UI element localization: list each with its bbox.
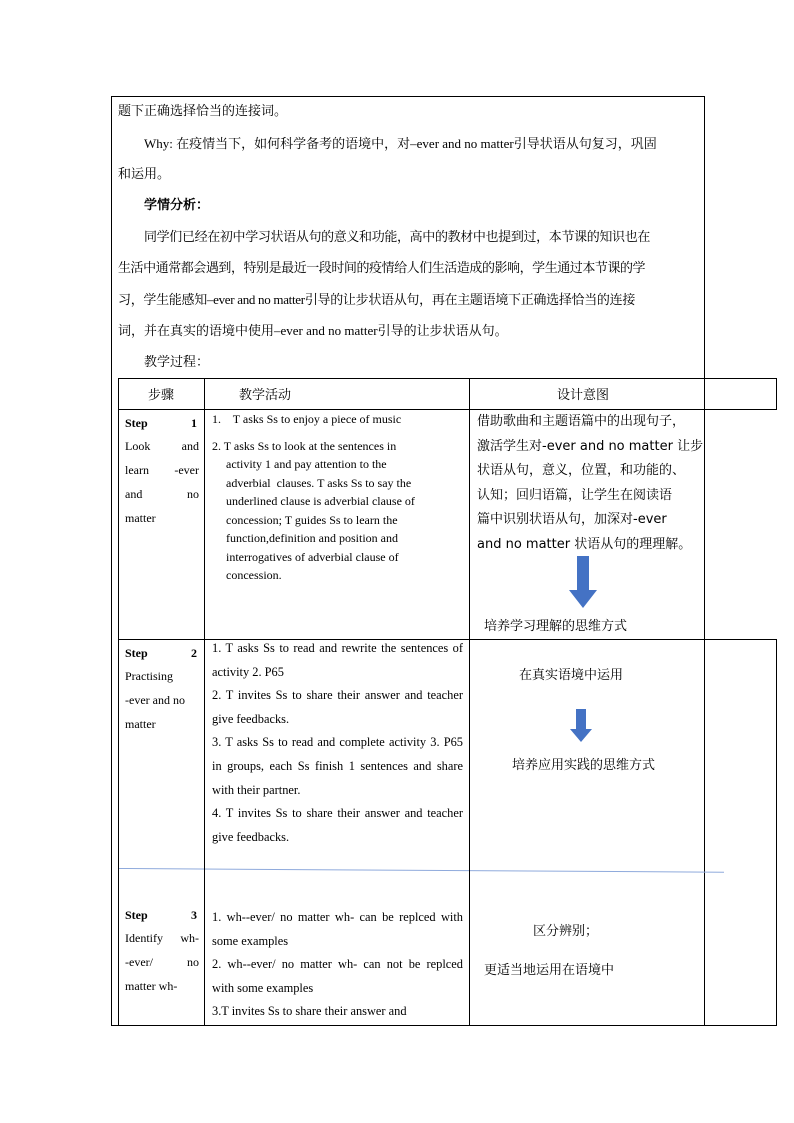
step-2-line: Practising xyxy=(125,669,173,683)
activity-item: adverbial clauses. T asks Ss to say the xyxy=(226,475,412,490)
step-1-line: matter xyxy=(125,511,156,525)
step-2-design: 在真实语境中运用 xyxy=(519,668,624,683)
down-arrow-icon xyxy=(569,556,597,608)
activity-item: 2. T asks Ss to look at the sentences in xyxy=(212,438,397,453)
xueqing-line-1: 同学们已经在初中学习状语从句的意义和功能，高中的教材中也提到过，本节课的知识也在 xyxy=(144,230,651,245)
design-line: and no matter 状语从句的理理解。 xyxy=(477,536,692,552)
table-line xyxy=(118,378,777,379)
step-3-title: Step 3 xyxy=(125,908,197,922)
activity-item: 1. T asks Ss to read and rewrite the sentences of activity 2. P65 xyxy=(212,641,463,679)
activity-item: 2. wh--ever/ no matter wh- can not be replced with some examples xyxy=(212,957,463,995)
why-paragraph: Why: 在疫情当下，如何科学备考的语境中，对–ever and no matter引导状语从句复习，巩固 xyxy=(144,136,657,152)
step-3-cell xyxy=(125,904,199,998)
activity-item: activity 1 and pay attention to the xyxy=(226,457,387,471)
step-2-cell xyxy=(125,642,199,736)
why-paragraph-cont: 和运用。 xyxy=(118,167,171,182)
activity-item: concession; T guides Ss to learn the xyxy=(226,512,398,527)
xueqing-line-3: 习，学生能感知–ever and no matter引导的让步状语从句，再在主题语境下正确选择恰当的连接 xyxy=(118,292,636,308)
process-heading: 教学过程： xyxy=(144,355,210,370)
design-line: 状语从句，意义，位置，和功能的、 xyxy=(477,463,686,478)
activity-item: interrogatives of adverbial clause of xyxy=(226,549,399,564)
table-line xyxy=(776,639,777,1025)
design-line: 借助歌曲和主题语篇中的出现句子， xyxy=(477,414,686,429)
table-line xyxy=(118,1025,777,1026)
activity-item: concession. xyxy=(226,568,282,582)
down-arrow-icon xyxy=(570,709,592,742)
activity-item: function,definition and position and xyxy=(226,531,398,545)
step-2-design-result: 培养应用实践的思维方式 xyxy=(512,758,656,773)
step-3-activities xyxy=(212,906,463,1024)
step-2-title: Step 2 xyxy=(125,646,197,660)
step-3-line: Identify wh- xyxy=(125,931,199,945)
activity-item: 3.T invites Ss to share their answer and xyxy=(212,1004,407,1019)
step-1-activities xyxy=(212,410,466,585)
step-1-design-result: 培养学习理解的思维方式 xyxy=(484,619,628,634)
header-step: 步骤 xyxy=(147,388,174,403)
step-1-title: Step 1 xyxy=(125,416,197,430)
step-2-activities xyxy=(212,637,463,849)
table-line xyxy=(776,378,777,409)
activity-item: 1. T asks Ss to enjoy a piece of music xyxy=(212,412,402,426)
xueqing-heading: 学情分析： xyxy=(144,198,210,213)
table-line xyxy=(469,378,470,1025)
intro-line: 题下正确选择恰当的连接词。 xyxy=(118,104,288,119)
step-2-line: -ever and no xyxy=(125,693,185,707)
design-line: 激活学生对-ever and no matter 让步 xyxy=(477,438,704,454)
step-3-design: 区分辨别； xyxy=(533,924,599,939)
table-line xyxy=(204,378,205,1025)
xueqing-line-4: 词，并在真实的语境中使用–ever and no matter引导的让步状语从句。 xyxy=(118,323,508,339)
table-line xyxy=(118,378,119,1025)
step-1-line: Look and xyxy=(125,439,199,453)
activity-item: underlined clause is adverbial clause of xyxy=(226,494,415,508)
header-design: 设计意图 xyxy=(557,388,610,403)
design-line: 认知；回归语篇，让学生在阅读语 xyxy=(477,487,673,503)
step-1-line: and no xyxy=(125,487,199,501)
design-line: 篇中识别状语从句，加深对-ever xyxy=(477,512,667,527)
activity-item: 3. T asks Ss to read and complete activity 3. P65 in groups, each Ss finish 1 sentences and share with their partner. xyxy=(212,735,463,797)
step-1-design xyxy=(477,410,727,557)
step-3-line: -ever/ no xyxy=(125,955,199,969)
step-1-line: learn -ever xyxy=(125,463,199,477)
xueqing-line-2: 生活中通常都会遇到，特别是最近一段时间的疫情给人们生活造成的影响，学生通过本节课的学 xyxy=(118,261,646,276)
activity-item: 2. T invites Ss to share their answer and teacher give feedbacks. xyxy=(212,688,463,726)
step-1-cell xyxy=(125,412,199,530)
step-3-line: matter wh- xyxy=(125,979,178,993)
activity-item: 1. wh--ever/ no matter wh- can be replced with some examples xyxy=(212,910,463,948)
header-activity: 教学活动 xyxy=(239,388,292,403)
step-2-line: matter xyxy=(125,717,156,731)
step-3-design-result: 更适当地运用在语境中 xyxy=(484,963,615,978)
activity-item: 4. T invites Ss to share their answer and teacher give feedbacks. xyxy=(212,806,463,844)
